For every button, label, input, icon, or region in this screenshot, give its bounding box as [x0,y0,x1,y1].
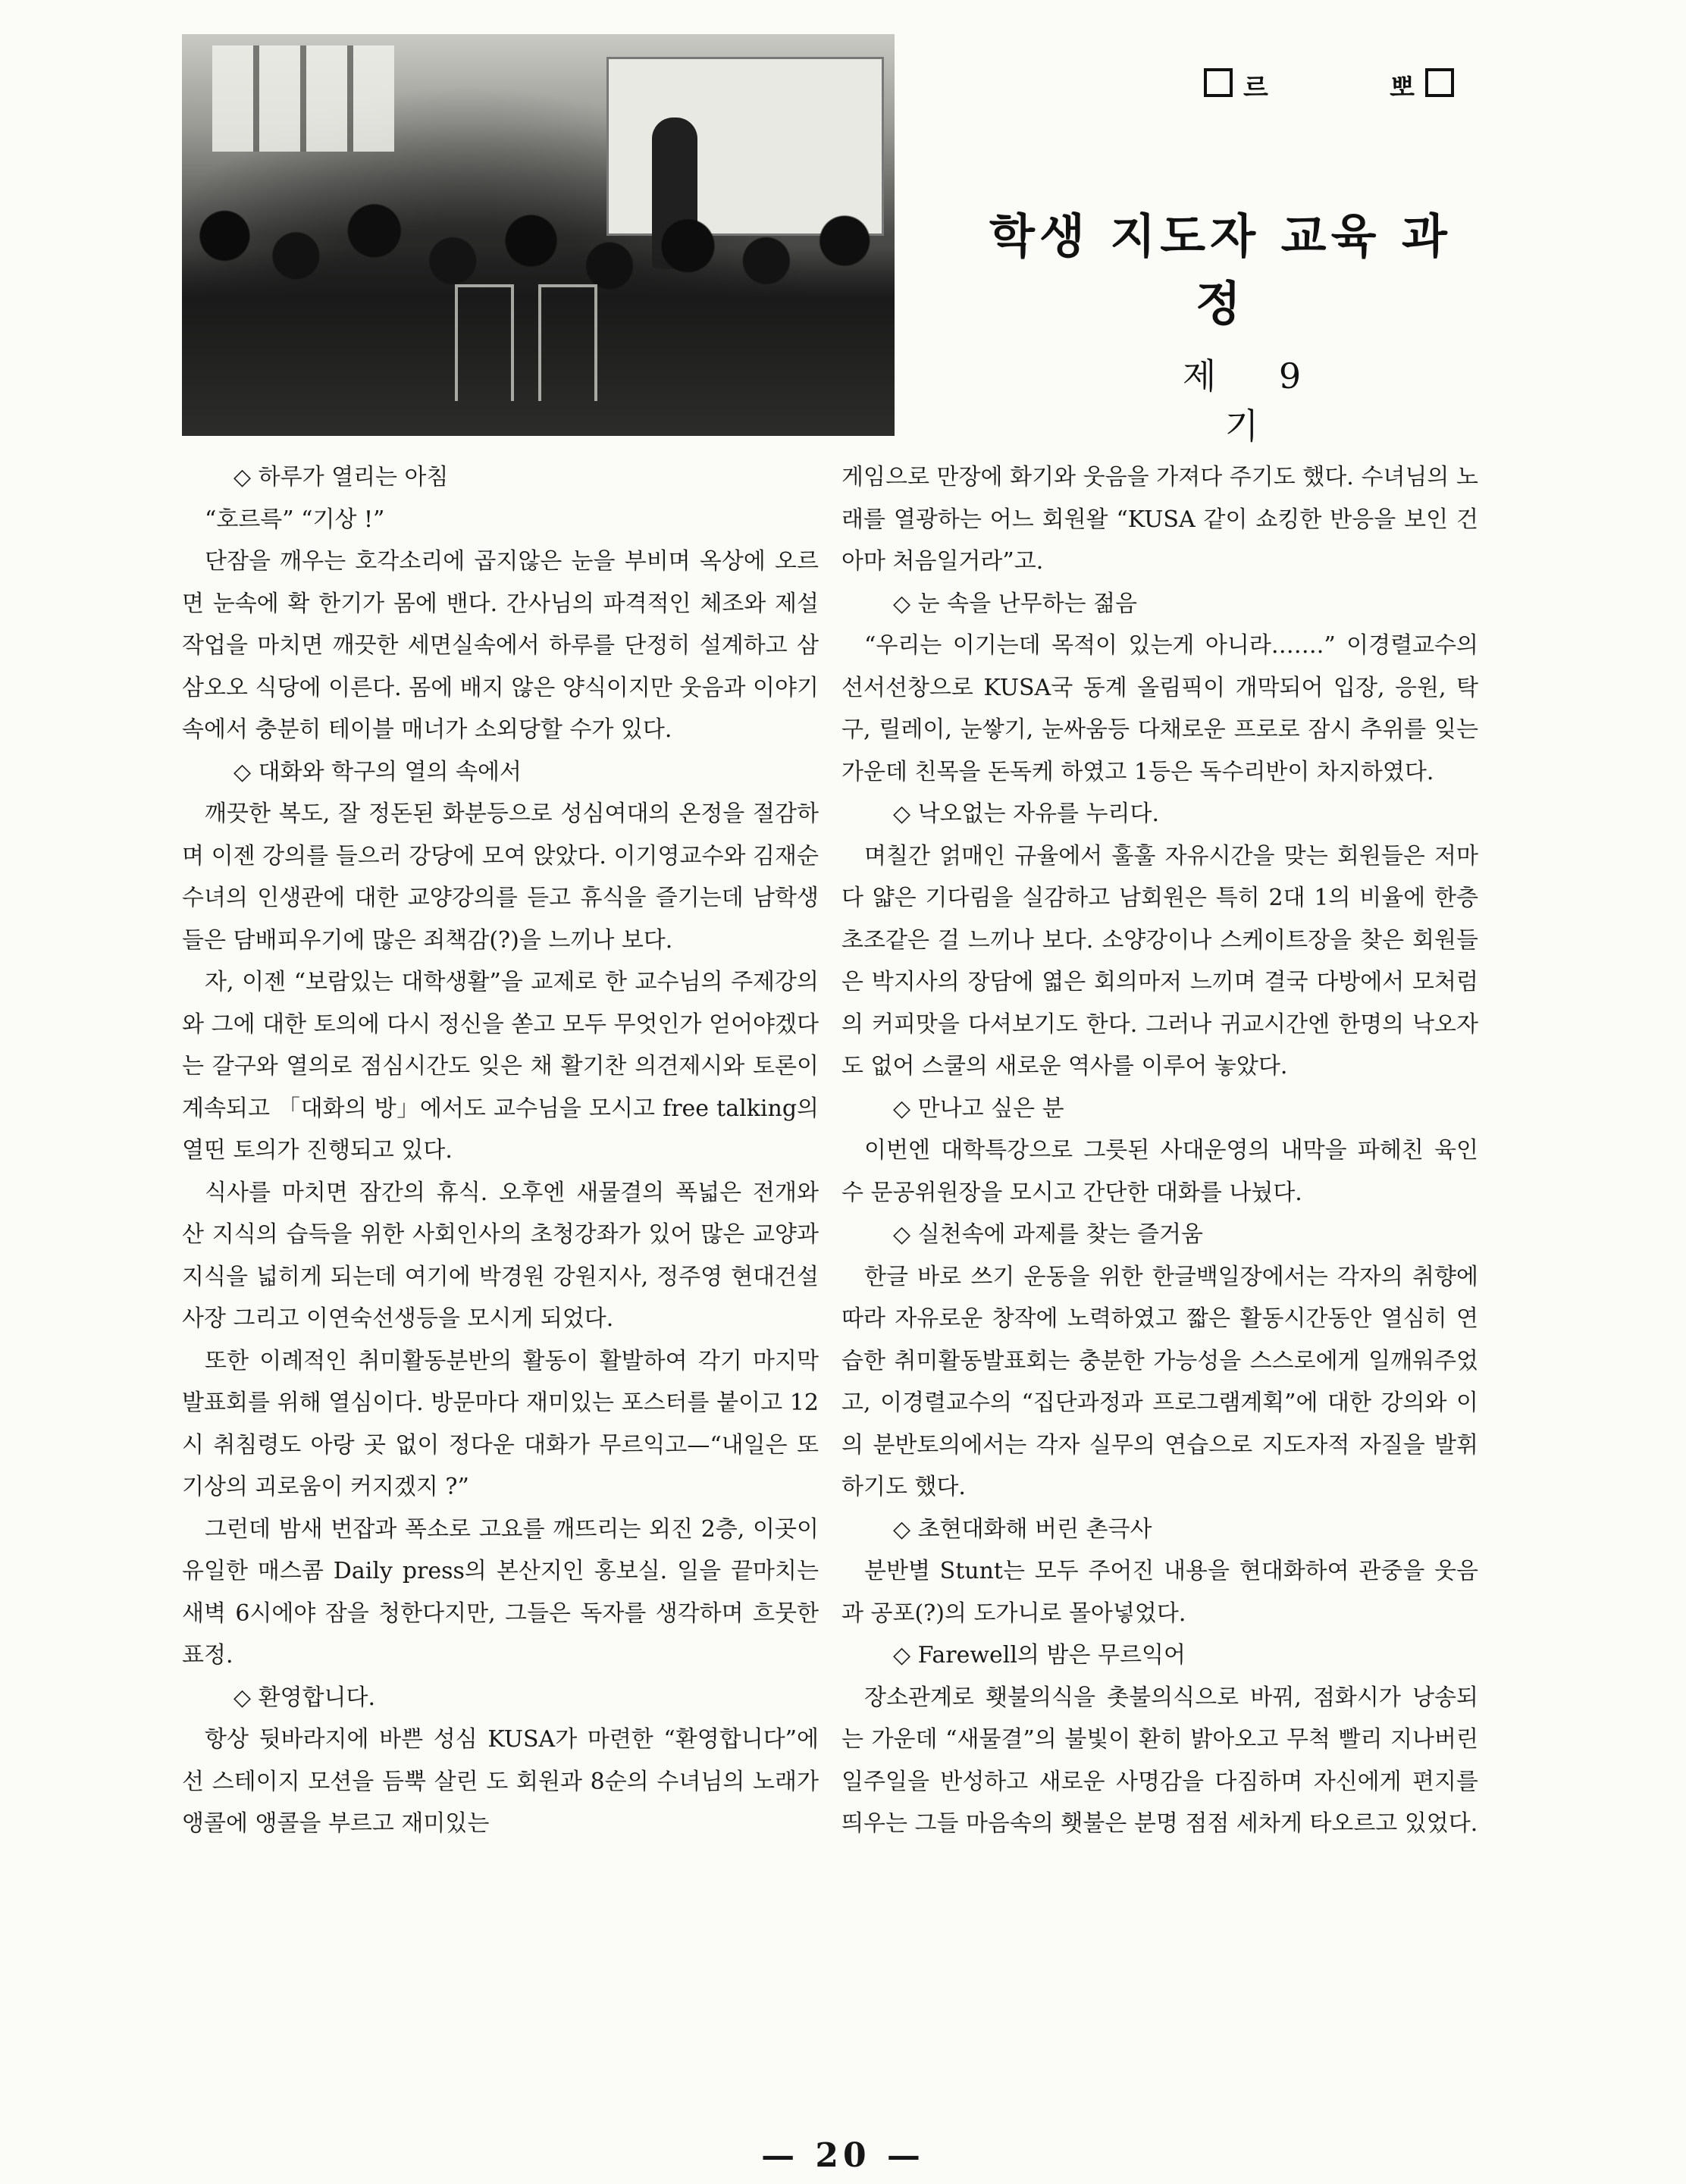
section-tag-left-text: 르 [1243,73,1268,103]
tag-box-right [1425,68,1454,97]
section-tag-right-text: 뽀 [1390,73,1415,103]
section-tag [1204,67,1454,103]
photo-chair [455,284,514,401]
paragraph: 한글 바로 쓰기 운동을 위한 한글백일장에서는 각자의 취향에 따라 자유로운 창작에 노력하였고 짧은 활동시간동안 열심히 연습한 취미활동발표회는 충분한 가능성을 스스로에게 일깨워주었고, 이경렬교수의 “집단과정과 프로그램계획”에 대한 강의와 이의 분반토의에서는 각자 실무의 연습으로 지도자적 자질을 발휘하기도 했다. [841,1263,1478,1500]
tag-box-left [1204,68,1233,97]
paragraph: 항상 뒷바라지에 바쁜 성심 KUSA가 마련한 “환영합니다”에선 스테이지 모션을 듬뿍 살린 도 회원과 8순의 수녀님의 노래가 앵콜에 앵콜을 부르고 재미있는 [182,1726,819,1837]
seminar-photo [182,34,895,436]
paragraph: 단잠을 깨우는 호각소리에 곱지않은 눈을 부비며 옥상에 오르면 눈속에 확 한기가 몸에 밴다. 간사님의 파격적인 체조와 제설작업을 마치면 깨끗한 세면실속에서 하루를 단정히 설계하고 삼삼오오 식당에 이른다. 몸에 배지 않은 양식이지만 웃음과 이야기속에서 충분히 테이블 매너가 소외당할 수가 있다. [182,548,819,743]
section-heading: ◇ 만나고 싶은 분 [893,1095,1064,1122]
paragraph: 이번엔 대학특강으로 그릇된 사대운영의 내막을 파헤친 육인수 문공위원장을 모시고 간단한 대화를 나눴다. [841,1137,1478,1206]
photo-window [212,45,394,152]
paragraph: 며칠간 얽매인 규율에서 훌훌 자유시간을 맞는 회원들은 저마다 얇은 기다림을 실감하고 남회원은 특히 2대 1의 비율에 한층 초조같은 걸 느끼나 보다. 소양강이나 스케이트장을 찾은 회원들은 박지사의 장담에 엷은 회의마저 느끼며 결국 다방에서 모처럼의 커피맛을 다셔보기도 한다. 그러나 귀교시간엔 한명의 낙오자도 없어 스쿨의 새로운 역사를 이루어 놓았다. [841,842,1478,1079]
paragraph: “호르륵” “기상 !” [205,506,385,533]
section-heading: ◇ 하루가 열리는 아침 [233,464,449,490]
paragraph: 장소관계로 횃불의식을 촛불의식으로 바꿔, 점화시가 낭송되는 가운데 “새물결”의 불빛이 환히 밝아오고 무척 빨리 지나버린 일주일을 반성하고 새로운 사명감을 다짐하며 자신에게 편지를 띄우는 그들 마음속의 횃불은 분명 점점 세차게 타오르고 있었다. [841,1684,1478,1837]
article-subtitle: 제 9 기 [1182,356,1327,447]
paragraph: 게임으로 만장에 화기와 웃음을 가져다 주기도 했다. 수녀님의 노래를 열광하는 어느 회원왈 “KUSA 같이 쇼킹한 반응을 보인 건 아마 처음일거라”고. [841,464,1478,575]
paragraph: 식사를 마치면 잠간의 휴식. 오후엔 새물결의 폭넓은 전개와 산 지식의 습득을 위한 사회인사의 초청강좌가 있어 많은 교양과 지식을 넓히게 되는데 여기에 박경원 강원지사, 정주영 현대건설사장 그리고 이연숙선생등을 모시게 되었다. [182,1179,819,1332]
section-heading: ◇ 눈 속을 난무하는 젊음 [893,590,1138,617]
paragraph: 그런데 밤새 번잡과 폭소로 고요를 깨뜨리는 외진 2층, 이곳이 유일한 매스콤 Daily press의 본산지인 홍보실. 일을 끝마치는 새벽 6시에야 잠을 청한다지만, 그들은 독자를 생각하며 흐뭇한 표정. [182,1515,819,1669]
section-heading: ◇ 대화와 학구의 열의 속에서 [233,758,522,785]
right-column [841,456,1478,1845]
section-heading: ◇ 낙오없는 자유를 누리다. [893,801,1160,827]
section-heading: ◇ 초현대화해 버린 촌극사 [893,1515,1152,1543]
page-number: — 20 — [761,2136,925,2175]
section-heading: ◇ Farewell의 밤은 무르익어 [893,1642,1186,1669]
section-heading: ◇ 실천속에 과제를 찾는 즐거움 [893,1221,1203,1248]
paragraph: 깨끗한 복도, 잘 정돈된 화분등으로 성심여대의 온정을 절감하며 이젠 강의를 들으러 강당에 모여 앉았다. 이기영교수와 김재순수녀의 인생관에 대한 교양강의를 듣고 휴식을 즐기는데 남학생들은 담배피우기에 많은 죄책감(?)을 느끼나 보다. [182,801,819,954]
article-title: 학생 지도자 교육 과정 [989,208,1452,331]
paragraph: 또한 이례적인 취미활동분반의 활동이 활발하여 각기 마지막 발표회를 위해 열심이다. 방문마다 재미있는 포스터를 붙이고 12시 취침령도 아랑 곳 없이 정다운 대화가 무르익고—“내일은 또 기상의 괴로움이 커지겠지 ?” [182,1347,819,1500]
paragraph: 자, 이젠 “보람있는 대학생활”을 교제로 한 교수님의 주제강의와 그에 대한 토의에 다시 정신을 쏟고 모두 무엇인가 얻어야겠다는 갈구와 열의로 점심시간도 잊은 채 활기찬 의견제시와 토론이 계속되고 「대화의 방」에서도 교수님을 모시고 free talking의 열띤 토의가 진행되고 있다. [182,969,819,1164]
section-heading: ◇ 환영합니다. [233,1684,376,1711]
photo-chair [538,284,597,401]
left-column [182,456,819,1845]
paragraph: 분반별 Stunt는 모두 주어진 내용을 현대화하여 관중을 웃음과 공포(?)의 도가니로 몰아넣었다. [841,1558,1478,1627]
paragraph: “우리는 이기는데 목적이 있는게 아니라…….” 이경렬교수의 선서선창으로 KUSA국 동계 올림픽이 개막되어 입장, 응원, 탁구, 릴레이, 눈쌓기, 눈싸움등 다채로운 프로로 잠시 추위를 잊는 가운데 친목을 돈독케 하였고 1등은 독수리반이 차지하였다. [841,632,1478,785]
